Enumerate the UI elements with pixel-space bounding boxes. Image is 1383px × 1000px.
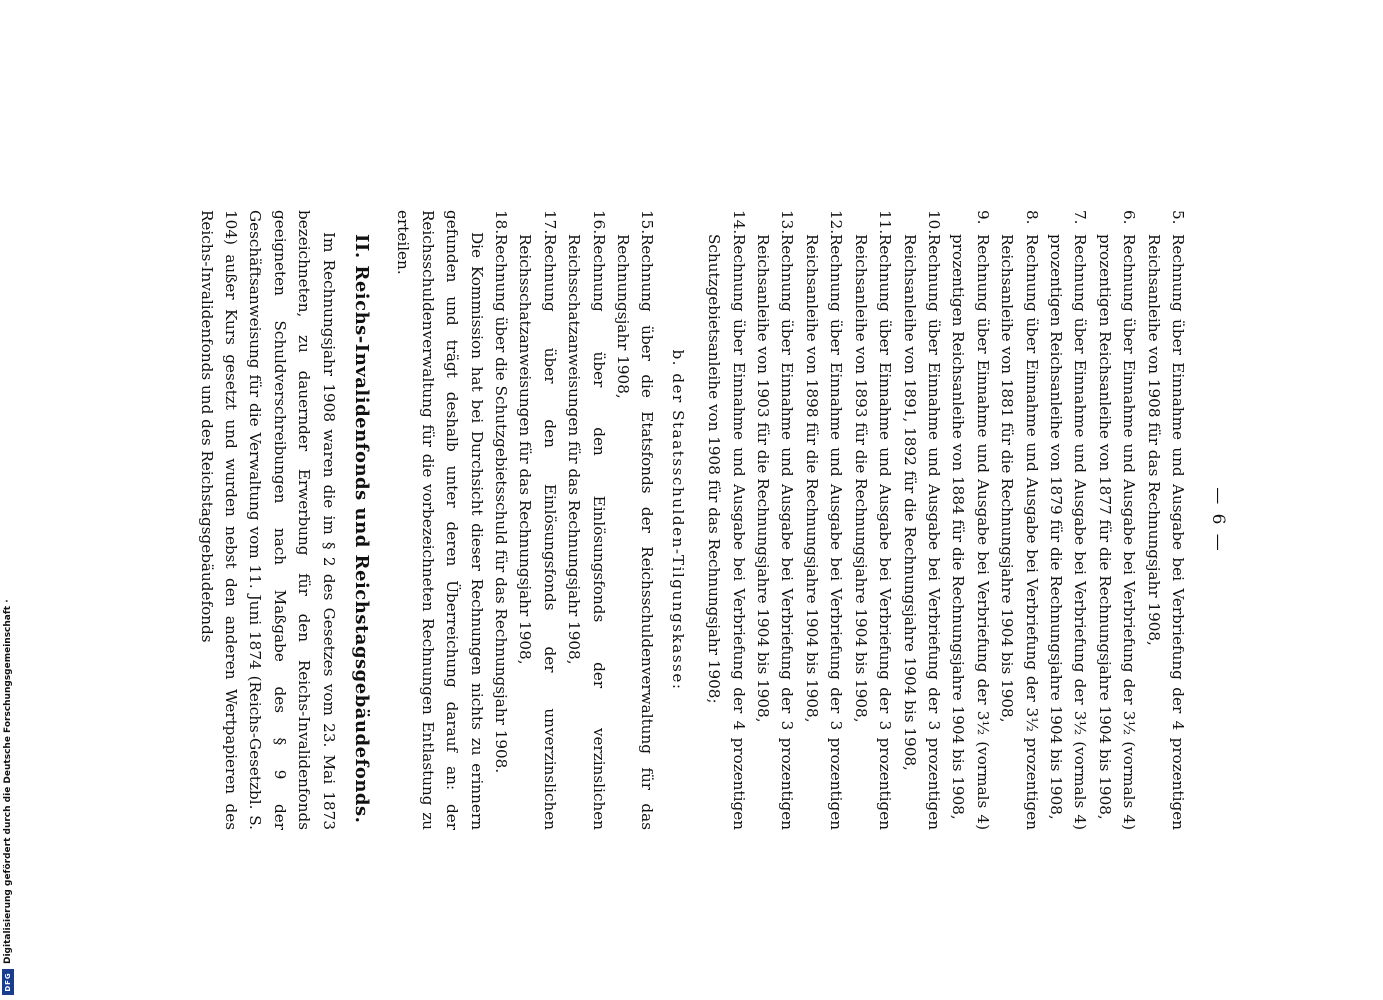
list-item <box>702 210 751 830</box>
list-item <box>513 210 562 830</box>
item-text: Rechnung über Einnahme und Ausgabe bei Verbriefung der 3½ (vormals 4) prozentigen Reichsanleihe von 1879 für die Rechnungsjahre 1904 bis 1908, <box>1046 234 1090 830</box>
list-item <box>1141 210 1190 830</box>
item-text: Rechnung über Einnahme und Ausgabe bei Verbriefung der 3 prozentigen Reichsanleihe von 1891, 1892 für die Rechnungsjahre 1904 bis 1908, <box>900 234 943 830</box>
list-item <box>897 210 946 830</box>
rotated-page-content <box>130 210 1230 870</box>
item-number: 16. <box>589 210 608 235</box>
item-number: 10. <box>924 210 943 235</box>
section-heading: II. Reichs-Invalidenfonds und Reichstagsgebäudefonds. <box>351 234 372 824</box>
item-text: Rechnung über Einnahme und Ausgabe bei Verbriefung der 3 prozentigen Reichsanleihe von 1903 für die Rechnungsjahre 1904 bis 1908, <box>754 234 797 830</box>
list-item <box>562 210 611 830</box>
item-text: Rechnung über den Einlösungsfonds der verzinslichen Reichsschatzanweisungen für das Rechnungsjahr 1908, <box>565 234 608 830</box>
text-block <box>194 210 1190 830</box>
digitization-credit <box>2 595 14 995</box>
page-number: — 6 — <box>1208 487 1228 553</box>
item-text: Rechnung über die Schutzgebietsschuld für das Rechnungsjahr 1908. <box>492 234 511 774</box>
list-item <box>800 210 849 830</box>
list-item <box>751 210 800 830</box>
item-number: 17. <box>540 210 559 235</box>
item-text: Rechnung über Einnahme und Ausgabe bei Verbriefung der 3 prozentigen Reichsanleihe von 1893 für die Rechnungsjahre 1904 bis 1908, <box>851 234 895 830</box>
item-number: 12. <box>827 210 846 235</box>
item-text: Rechnung über Einnahme und Ausgabe bei Verbriefung der 4 prozentigen Schutzgebietsanleihe von 1908 für das Rechnungsjahr 1908; <box>705 234 748 830</box>
list-item <box>848 210 897 830</box>
section-paragraph: Im Rechnungsjahr 1908 waren die im § 2 des Gesetzes vom 23. Mai 1873 bezeichneten, zu dauernder Erwerbung für den Reichs-Invalidenfonds geeigneten Schuldverschreibungen nach Maßgabe des § 9 der Geschäftsanweisung für die Verwaltung vom 11. Juni 1874 (Reichs-Gesetzbl. S. 104) außer Kurs gesetzt und wurden nebst den anderen Wertpapieren des Reichs-Invalidenfonds und des Reichstagsgebäudefonds <box>197 210 338 830</box>
item-number: 18. <box>492 210 511 235</box>
item-text: Rechnung über Einnahme und Ausgabe bei Verbriefung der 3½ prozentigen Reichsanleihe von 1881 für die Rechnungsjahre 1904 bis 1908, <box>998 234 1041 830</box>
item-number: 9. <box>973 210 992 225</box>
subheading: b. der Staatsschulden-Tilgungskasse: <box>668 349 687 691</box>
item-text: Rechnung über Einnahme und Ausgabe bei Verbriefung der 3 prozentigen Reichsanleihe von 1898 für die Rechnungsjahre 1904 bis 1908, <box>802 234 846 830</box>
list-item <box>946 210 995 830</box>
credit-text: Digitalisierung gefördert durch die Deutsche Forschungsgemeinschaft · <box>3 599 13 964</box>
item-number: 8. <box>1022 210 1041 225</box>
item-number: 14. <box>729 210 748 235</box>
commission-paragraph: Die Kommission hat bei Durchsicht dieser Rechnungen nichts zu erinnern gefunden und trägt deshalb unter deren Überreichung darauf an: der Reichsschuldenverwaltung für die vorbezeichneten Rechnungen Entlastung zu erteilen. <box>394 210 486 830</box>
item-text: Rechnung über die Etatsfonds der Reichsschuldenverwaltung für das Rechnungsjahr 1908, <box>614 234 657 830</box>
list-item <box>1044 210 1093 830</box>
item-number: 11. <box>876 210 895 235</box>
item-text: Rechnung über Einnahme und Ausgabe bei Verbriefung der 4 prozentigen Reichsanleihe von 1908 für das Rechnungsjahr 1908, <box>1144 234 1187 830</box>
list-item <box>489 210 513 830</box>
item-number: 6. <box>1120 210 1139 225</box>
list-item <box>995 210 1044 830</box>
item-text: Rechnung über Einnahme und Ausgabe bei Verbriefung der 3½ (vormals 4) prozentigen Reichsanleihe von 1877 für die Rechnungsjahre 1904 bis 1908, <box>1095 234 1139 830</box>
item-number: 15. <box>638 210 657 235</box>
item-number: 7. <box>1071 210 1090 225</box>
dfg-logo: DFG <box>2 969 14 995</box>
item-text: Rechnung über den Einlösungsfonds der unverzinslichen Reichsschatzanweisungen für das Rechnungsjahr 1908, <box>516 234 559 830</box>
list-item <box>1092 210 1141 830</box>
list-item <box>611 210 660 830</box>
item-number: 5. <box>1169 210 1187 225</box>
item-number: 13. <box>778 210 797 235</box>
item-text: Rechnung über Einnahme und Ausgabe bei Verbriefung der 3½ (vormals 4) prozentigen Reichsanleihe von 1884 für die Rechnungsjahre 1904 bis 1908, <box>949 234 992 830</box>
